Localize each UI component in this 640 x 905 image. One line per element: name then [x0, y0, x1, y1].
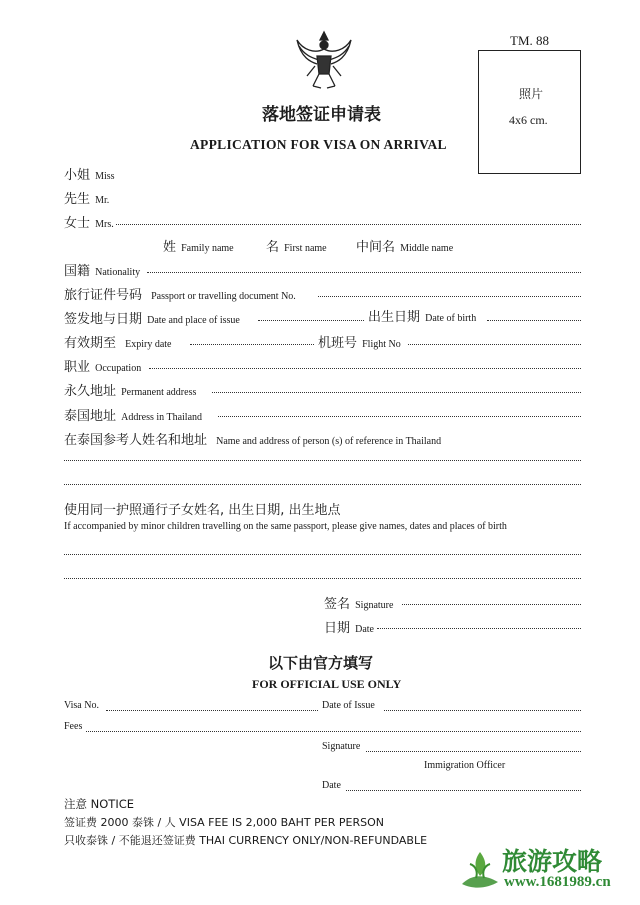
form-code: TM. 88 — [510, 33, 549, 48]
date-field[interactable] — [377, 628, 581, 629]
salutation-mrs[interactable]: 女士 Mrs. — [64, 216, 114, 231]
issue-field[interactable] — [258, 320, 364, 321]
children-label-en: If accompanied by minor children travelling on the same passport, please give names, dates and places of birth — [64, 521, 507, 532]
fees-field[interactable] — [86, 731, 581, 732]
label-flight: 机班号 Flight No — [318, 336, 401, 351]
expiry-field[interactable] — [190, 344, 314, 345]
label-official-signature: Signature — [322, 741, 361, 752]
signature-field[interactable] — [402, 604, 581, 605]
label-date: 日期 Date — [324, 621, 374, 636]
reference-field-line-1[interactable] — [64, 460, 581, 461]
flight-field[interactable] — [408, 344, 581, 345]
visa-no-field[interactable] — [106, 710, 318, 711]
official-date-field[interactable] — [346, 790, 581, 791]
label-passport: 旅行证件号码 Passport or travelling document No. — [64, 288, 296, 303]
label-occupation: 职业 Occupation — [64, 360, 142, 375]
label-thailand-address: 泰国地址 Address in Thailand — [64, 409, 203, 424]
photo-size: 4x6 cm. — [509, 113, 548, 127]
label-date-of-issue: Date of Issue — [322, 700, 375, 711]
label-expiry: 有效期至 Expiry date — [64, 336, 172, 351]
photo-box[interactable] — [478, 50, 581, 174]
label-immigration-officer: Immigration Officer — [424, 760, 506, 771]
garuda-emblem-icon — [293, 28, 355, 94]
thailand-address-field[interactable] — [218, 416, 581, 417]
label-permanent-address: 永久地址 Permanent address — [64, 384, 197, 399]
watermark-url: www.1681989.cn — [504, 874, 611, 890]
children-label-cn: 使用同一护照通行子女姓名, 出生日期, 出生地点 — [64, 503, 341, 518]
children-field-line-2[interactable] — [64, 578, 581, 579]
label-visa-no: Visa No. — [64, 700, 99, 711]
official-signature-field[interactable] — [366, 751, 581, 752]
title-en: APPLICATION FOR VISA ON ARRIVAL — [190, 137, 447, 152]
name-part-first: 名 First name — [266, 240, 327, 255]
watermark-brand: 旅游攻略 — [502, 847, 603, 876]
official-title-en: FOR OFFICIAL USE ONLY — [252, 677, 402, 691]
label-nationality: 国籍 Nationality — [64, 264, 141, 279]
label-fees: Fees — [64, 721, 83, 732]
label-birth: 出生日期 Date of birth — [368, 310, 477, 325]
label-signature: 签名 Signature — [324, 597, 394, 612]
name-part-middle: 中间名 Middle name — [356, 240, 454, 255]
permanent-address-field[interactable] — [212, 392, 581, 393]
travel-logo-icon — [458, 844, 502, 894]
notice-line-2: 只收泰铢 / 不能退还签证费 THAI CURRENCY ONLY/NON-REFUNDABLE — [64, 834, 428, 847]
name-input-line[interactable] — [116, 224, 581, 225]
birth-field[interactable] — [487, 320, 581, 321]
reference-field-line-2[interactable] — [64, 484, 581, 485]
passport-field[interactable] — [318, 296, 581, 297]
watermark — [458, 840, 638, 900]
photo-label: 照片 — [519, 87, 544, 101]
salutation-miss[interactable]: 小姐 Miss — [64, 168, 115, 183]
notice-title: 注意 NOTICE — [64, 797, 135, 811]
label-reference: 在泰国参考人姓名和地址 Name and address of person (s) of reference in Thailand — [64, 433, 442, 448]
official-title-cn: 以下由官方填写 — [268, 654, 374, 672]
salutation-mr[interactable]: 先生 Mr. — [64, 192, 110, 207]
name-part-family: 姓 Family name — [163, 240, 234, 255]
date-of-issue-field[interactable] — [384, 710, 581, 711]
label-issue: 签发地与日期 Date and place of issue — [64, 312, 240, 327]
notice-line-1: 签证费 2000 泰铢 / 人 VISA FEE IS 2,000 BAHT PER PERSON — [64, 816, 384, 829]
title-cn: 落地签证申请表 — [262, 105, 381, 125]
occupation-field[interactable] — [149, 368, 581, 369]
children-field-line-1[interactable] — [64, 554, 581, 555]
label-official-date: Date — [322, 780, 341, 791]
nationality-field[interactable] — [147, 272, 581, 273]
